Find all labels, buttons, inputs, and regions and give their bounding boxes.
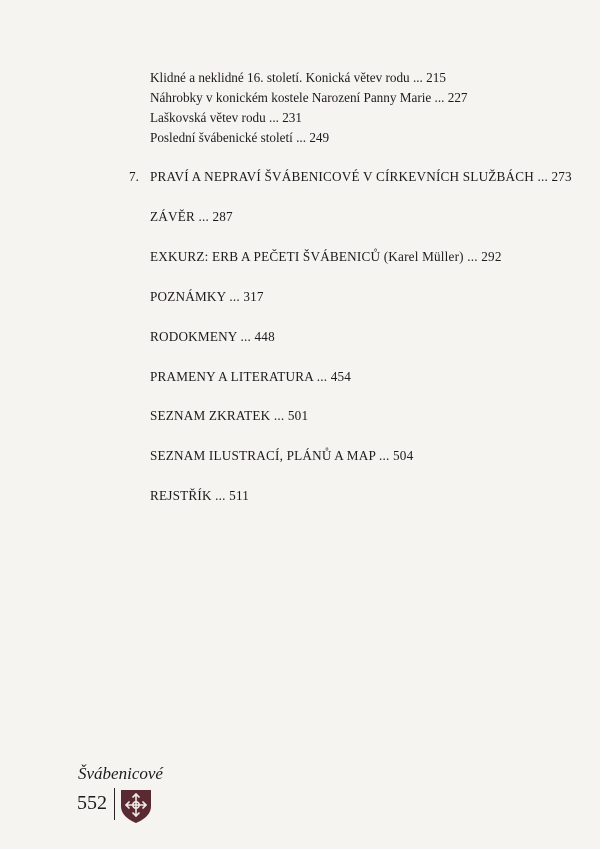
toc-subentry-1: Klidné a neklidné 16. století. Konická větev rodu ... 215 xyxy=(150,70,446,85)
page-number: 552 xyxy=(77,792,107,814)
toc-subentry-3: Laškovská větev rodu ... 231 xyxy=(150,110,302,125)
toc-entry-rodokmeny: RODOKMENY ... 448 xyxy=(150,329,275,344)
footer-divider xyxy=(114,788,115,820)
toc-entry-zkratky: SEZNAM ZKRATEK ... 501 xyxy=(150,408,309,423)
chapter-7-number: 7. xyxy=(129,169,139,184)
toc-entry-ilustrace: SEZNAM ILUSTRACÍ, PLÁNŮ A MAP ... 504 xyxy=(150,448,414,463)
footer-book-title: Švábenicové xyxy=(78,764,163,783)
toc-entry-rejstrik: REJSTŘÍK ... 511 xyxy=(150,488,250,503)
coat-of-arms-icon xyxy=(119,788,153,824)
toc-entry-prameny: PRAMENY A LITERATURA ... 454 xyxy=(150,369,352,384)
chapter-7-title: PRAVÍ A NEPRAVÍ ŠVÁBENICOVÉ V CÍRKEVNÍCH SLUŽBÁCH ... 273 xyxy=(150,169,572,184)
toc-entry-exkurz: EXKURZ: ERB A PEČETI ŠVÁBENICŮ (Karel Müller) ... 292 xyxy=(150,249,502,264)
toc-entry-zaver: ZÁVĚR ... 287 xyxy=(150,209,233,224)
toc-subentry-2: Náhrobky v konickém kostele Narození Panny Marie ... 227 xyxy=(150,90,468,105)
toc-entry-poznamky: POZNÁMKY ... 317 xyxy=(150,289,264,304)
toc-subentry-4: Poslední švábenické století ... 249 xyxy=(150,130,330,145)
